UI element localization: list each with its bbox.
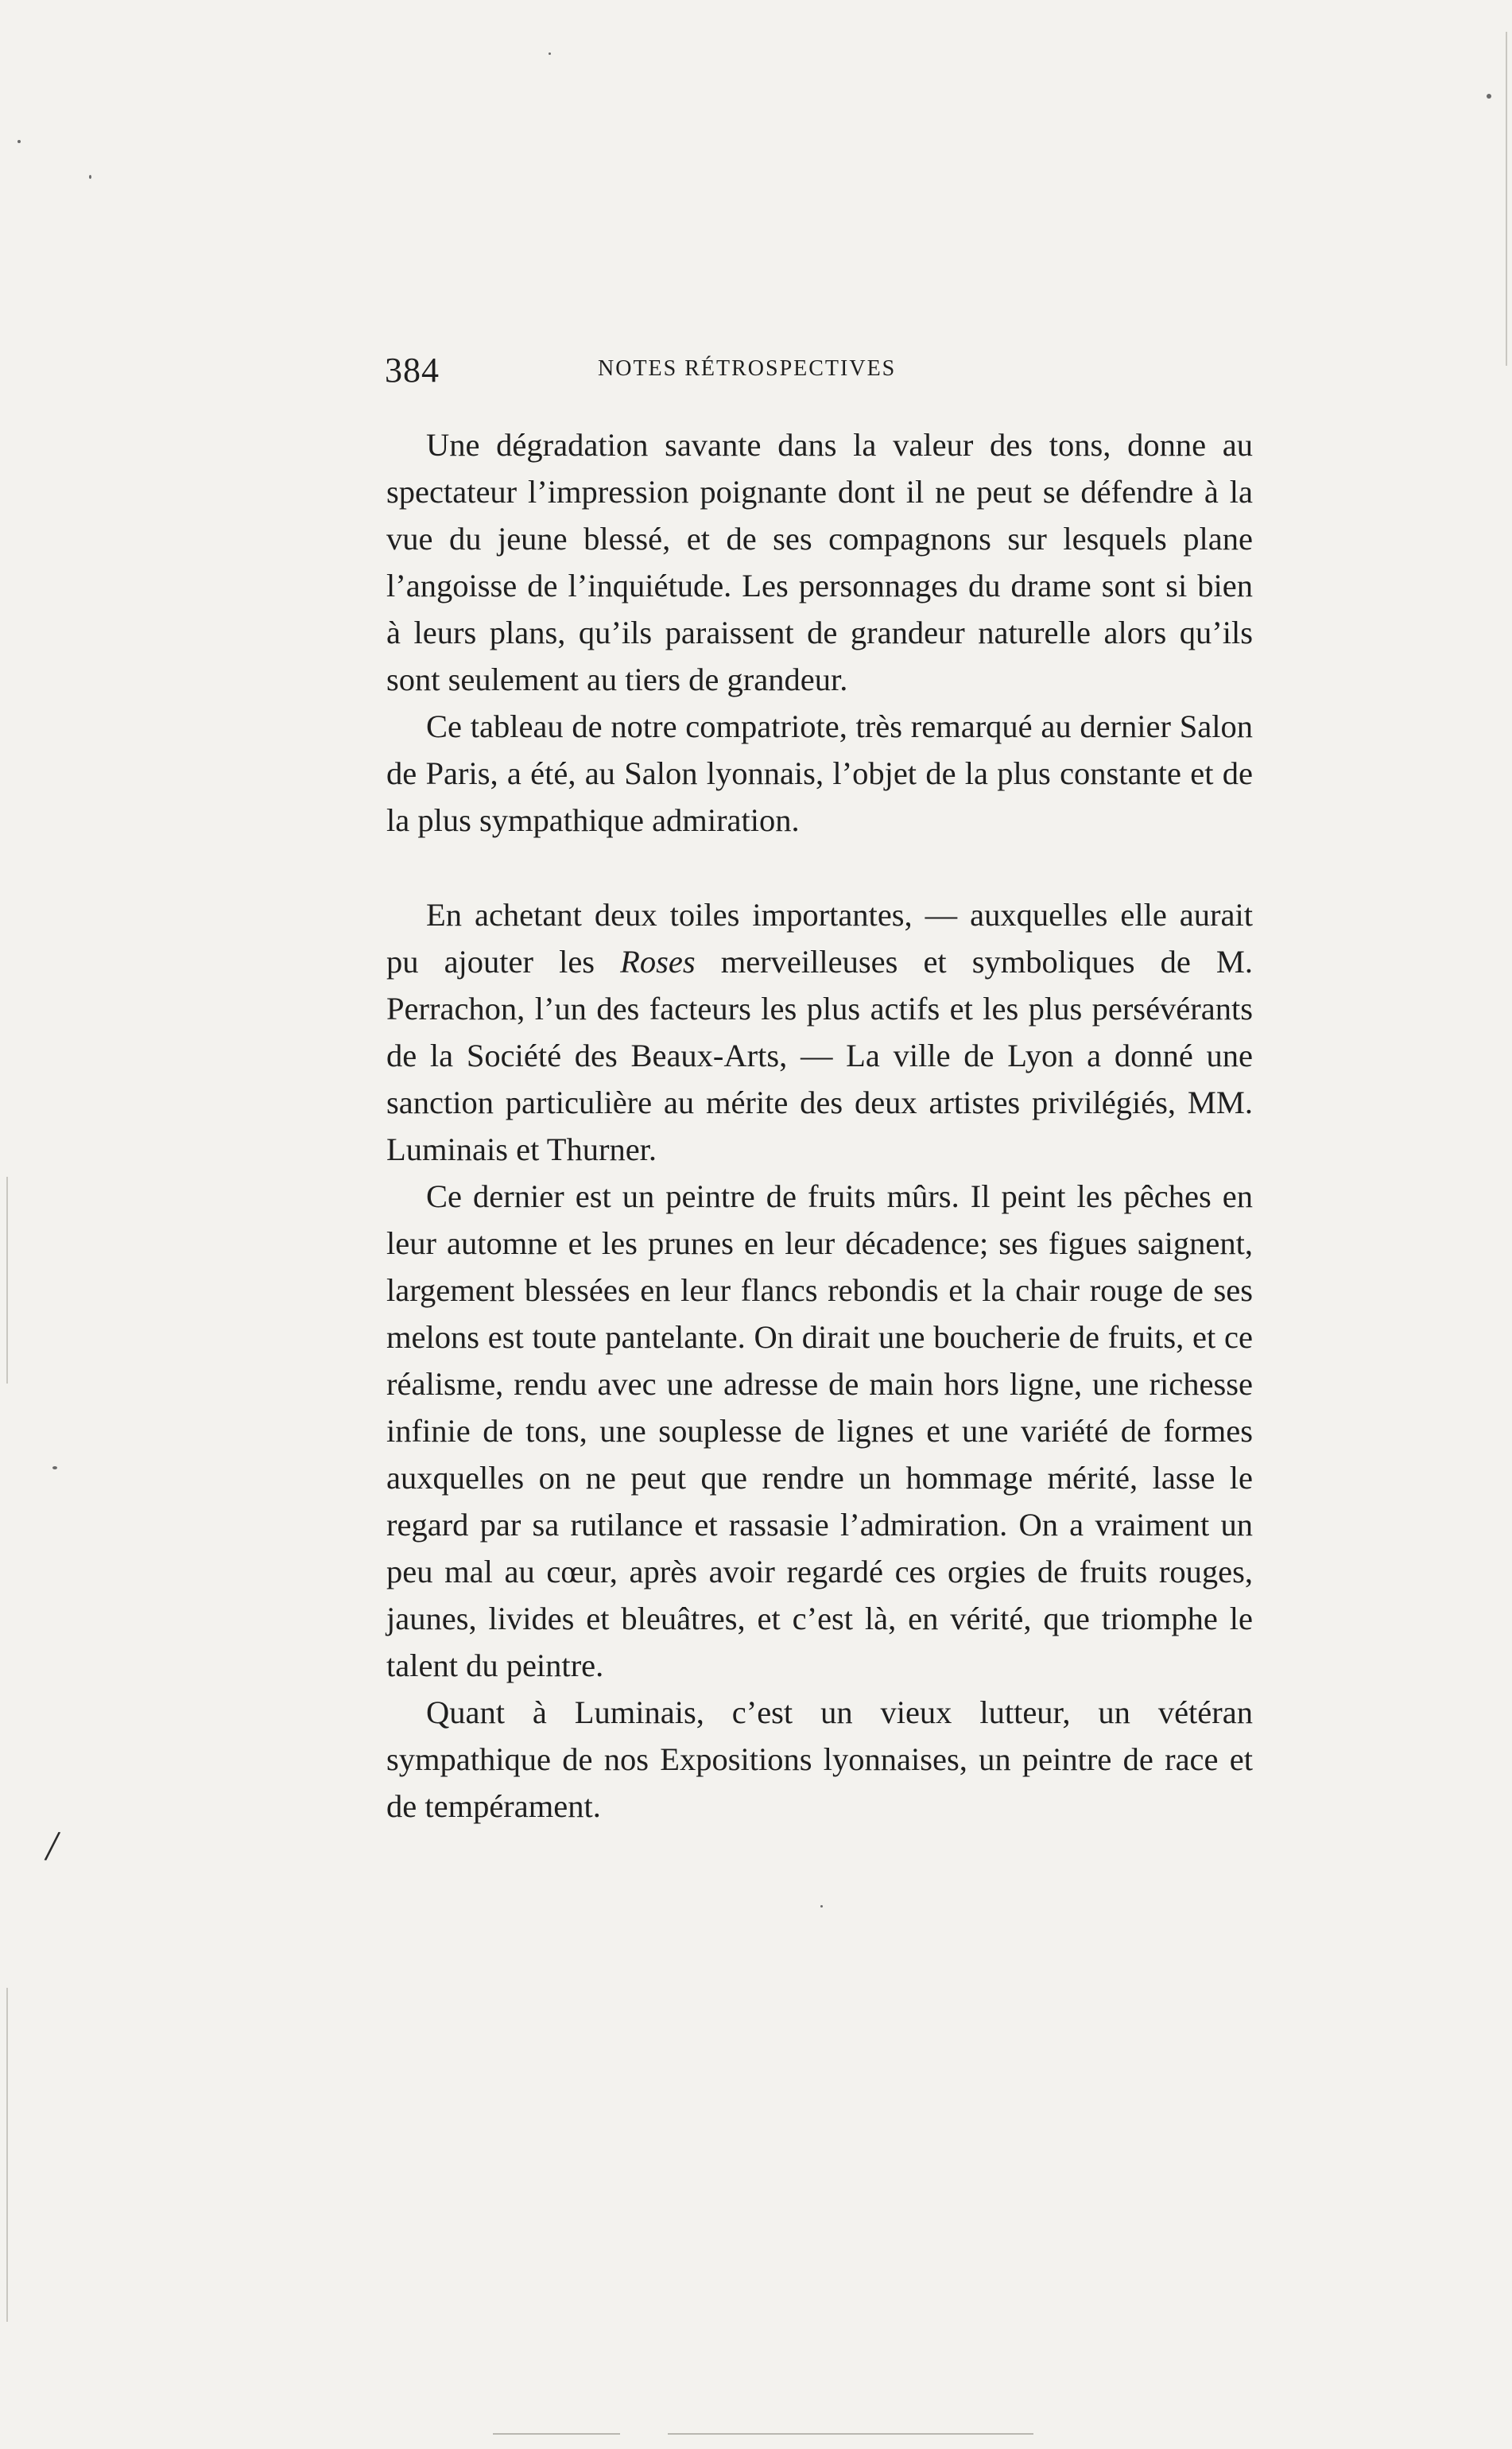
italic-title-roses: Roses <box>620 944 696 980</box>
paragraph: Ce dernier est un peintre de fruits mûrs. Il peint les pêches en leur automne et les prunes en leur décadence; ses figues saignent, largement blessées en leur flancs rebondis et la chair rouge de ses melons est toute pantelante. On dirait une boucherie de fruits, et ce réalisme, rendu avec une adresse de main hors ligne, une richesse infinie de tons, une souplesse de lignes et une variété de formes auxquelles on ne peut que rendre un hommage mérité, lasse le regard par sa rutilance et rassasie l’admiration. On a vraiment un peu mal au cœur, après avoir regardé ces orgies de fruits rouges, jaunes, livides et bleuâtres, et c’est là, en vérité, que triomphe le talent du peintre. <box>386 1178 1253 1683</box>
ink-speck <box>52 1466 57 1469</box>
text-body <box>386 421 1253 1830</box>
ink-speck <box>17 140 21 143</box>
paragraph-text: En achetant deux toiles importantes, — auxquelles elle aurait pu ajouter les <box>386 897 1253 980</box>
page-edge-right <box>1506 32 1507 366</box>
paragraph: Ce tableau de notre compatriote, très remarqué au dernier Salon de Paris, a été, au Salon lyonnais, l’objet de la plus constante et de la plus sympathique admiration. <box>386 708 1253 838</box>
paragraph <box>386 891 1253 1173</box>
running-title: NOTES RÉTROSPECTIVES <box>598 356 897 381</box>
page-header <box>385 350 1243 398</box>
paragraph: Quant à Luminais, c’est un vieux lutteur, un vétéran sympathique de nos Expositions lyonnaises, un peintre de race et de tempérament. <box>386 1694 1253 1824</box>
stray-slash-mark: / <box>42 1821 62 1872</box>
bottom-rule <box>668 2433 1033 2435</box>
paragraph: Une dégradation savante dans la valeur des tons, donne au spectateur l’impression poignante dont il ne peut se défendre à la vue du jeune blessé, et de ses compagnons sur lesquels plane l’angoisse de l’inquiétude. Les personnages du drame sont si bien à leurs plans, qu’ils paraissent de grandeur naturelle alors qu’ils sont seulement au tiers de grandeur. <box>386 427 1253 697</box>
page-edge-left-bottom <box>6 1988 8 2322</box>
paragraph-text: merveilleuses et symboliques de M. Perrachon, l’un des facteurs les plus actifs et les plus persévérants de la Société des Beaux-Arts, — La ville de Lyon a donné une sanction particulière au mérite des deux artistes privilégiés, MM. Luminais et Thurner. <box>386 944 1253 1167</box>
ink-speck <box>1487 94 1491 99</box>
bottom-rule <box>493 2433 620 2435</box>
page-number: 384 <box>385 351 440 390</box>
page-edge-left-top <box>6 1177 8 1384</box>
ink-speck <box>89 175 91 179</box>
ink-speck <box>549 52 551 55</box>
ink-speck <box>820 1905 823 1908</box>
